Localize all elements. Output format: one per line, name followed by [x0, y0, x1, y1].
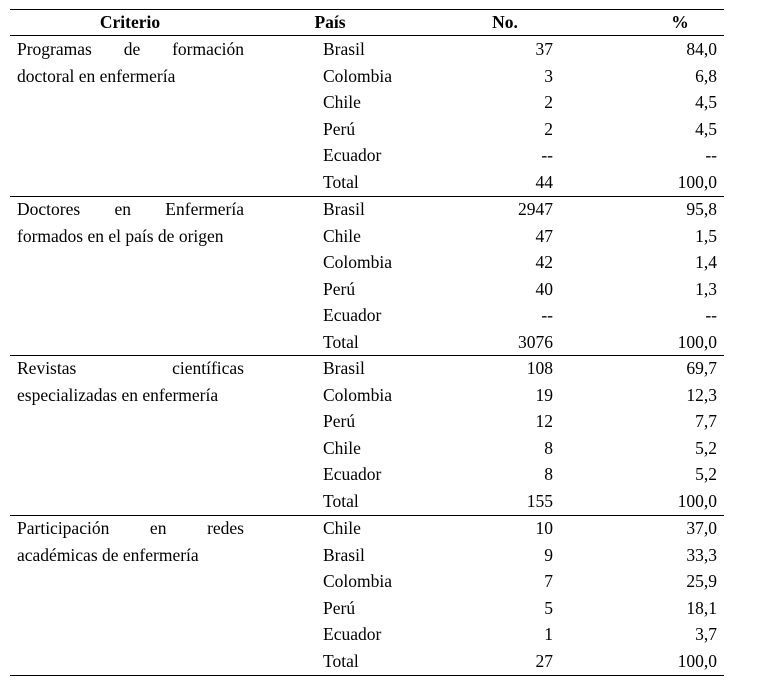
count-cell: 42 — [535, 252, 553, 273]
table-row — [10, 142, 724, 169]
count-cell: 3076 — [518, 332, 553, 352]
country-cell: Colombia — [323, 252, 393, 273]
criterion-label: Doctores en Enfermería formados en el país de origen — [17, 199, 244, 246]
percent-cell: 84,0 — [686, 39, 717, 59]
table-bottom-rule — [10, 675, 724, 676]
count-cell: 108 — [526, 358, 553, 378]
table-row — [10, 542, 724, 569]
table-row — [10, 355, 724, 382]
header-no: No. — [492, 12, 518, 32]
country-cell: Chile — [323, 92, 361, 113]
count-cell: 47 — [535, 225, 553, 246]
percent-cell: 95,8 — [686, 199, 717, 219]
percent-cell: 4,5 — [695, 92, 717, 113]
count-cell: 37 — [535, 39, 553, 59]
count-cell: 5 — [544, 597, 553, 618]
percent-cell: 100,0 — [677, 332, 717, 352]
count-cell: 40 — [535, 278, 553, 299]
country-cell: Perú — [323, 411, 356, 432]
count-cell: 19 — [535, 384, 553, 405]
criterion-label: Participación en redes académicas de enfermería — [17, 518, 244, 565]
count-cell: 7 — [544, 571, 553, 592]
table-row-total — [10, 648, 724, 675]
table-row — [10, 515, 724, 542]
count-cell: -- — [541, 305, 553, 326]
country-cell: Total — [323, 491, 359, 511]
percent-cell: 100,0 — [677, 172, 717, 192]
percent-cell: 18,1 — [686, 597, 717, 618]
country-cell: Brasil — [323, 199, 365, 219]
percent-cell: 5,2 — [695, 437, 717, 458]
percent-cell: 37,0 — [686, 518, 717, 538]
country-cell: Perú — [323, 278, 356, 299]
country-cell: Ecuador — [323, 464, 382, 485]
percent-cell: 5,2 — [695, 464, 717, 485]
count-cell: 8 — [544, 464, 553, 485]
percent-cell: 1,4 — [695, 252, 717, 273]
criterion-label: Programas de formación doctoral en enfermería — [17, 39, 244, 86]
count-cell: 44 — [535, 172, 553, 192]
table-row — [10, 196, 724, 223]
percent-cell: 25,9 — [686, 571, 717, 592]
percent-cell: -- — [705, 305, 717, 326]
count-cell: 10 — [535, 518, 553, 538]
count-cell: 9 — [544, 544, 553, 565]
country-cell: Colombia — [323, 571, 393, 592]
country-cell: Ecuador — [323, 624, 382, 645]
percent-cell: 7,7 — [695, 411, 717, 432]
table-row — [10, 116, 724, 143]
country-cell: Total — [323, 651, 359, 671]
table-row-total — [10, 329, 724, 356]
table-row — [10, 249, 724, 276]
country-cell: Ecuador — [323, 145, 382, 166]
table-row — [10, 89, 724, 116]
table-row-total — [10, 169, 724, 196]
count-cell: 2 — [544, 118, 553, 139]
count-cell: 12 — [535, 411, 553, 432]
country-cell: Chile — [323, 437, 361, 458]
table-row — [10, 568, 724, 595]
table-row — [10, 621, 724, 648]
percent-cell: 12,3 — [686, 384, 717, 405]
country-cell: Total — [323, 332, 359, 352]
country-cell: Ecuador — [323, 305, 382, 326]
count-cell: 155 — [526, 491, 553, 511]
table-row — [10, 461, 724, 488]
table-row — [10, 595, 724, 622]
percent-cell: -- — [705, 145, 717, 166]
percent-cell: 1,5 — [695, 225, 717, 246]
country-cell: Chile — [323, 518, 361, 538]
country-cell: Total — [323, 172, 359, 192]
country-cell: Brasil — [323, 39, 365, 59]
country-cell: Perú — [323, 118, 356, 139]
header-pct: % — [671, 12, 689, 32]
table-row — [10, 435, 724, 462]
table-row — [10, 302, 724, 329]
count-cell: 1 — [544, 624, 553, 645]
count-cell: 2947 — [518, 199, 553, 219]
count-cell: 27 — [535, 651, 553, 671]
count-cell: 8 — [544, 437, 553, 458]
country-cell: Perú — [323, 597, 356, 618]
percent-cell: 33,3 — [686, 544, 717, 565]
percent-cell: 100,0 — [677, 651, 717, 671]
table-row — [10, 36, 724, 63]
country-cell: Brasil — [323, 544, 365, 565]
header-criterio: Criterio — [99, 12, 161, 32]
country-cell: Chile — [323, 225, 361, 246]
country-cell: Colombia — [323, 65, 393, 86]
country-cell: Colombia — [323, 384, 393, 405]
count-cell: 3 — [544, 65, 553, 86]
percent-cell: 6,8 — [695, 65, 717, 86]
count-cell: -- — [541, 145, 553, 166]
table-row — [10, 276, 724, 303]
table-row — [10, 63, 724, 90]
table-row — [10, 408, 724, 435]
percent-cell: 1,3 — [695, 278, 717, 299]
table-row — [10, 382, 724, 409]
table-row — [10, 223, 724, 250]
count-cell: 2 — [544, 92, 553, 113]
percent-cell: 69,7 — [686, 358, 717, 378]
criterion-label: Revistas científicas especializadas en enfermería — [17, 358, 244, 405]
header-pais: País — [314, 12, 346, 32]
table-row-total — [10, 488, 724, 515]
country-cell: Brasil — [323, 358, 365, 378]
percent-cell: 4,5 — [695, 118, 717, 139]
percent-cell: 100,0 — [677, 491, 717, 511]
percent-cell: 3,7 — [695, 624, 717, 645]
